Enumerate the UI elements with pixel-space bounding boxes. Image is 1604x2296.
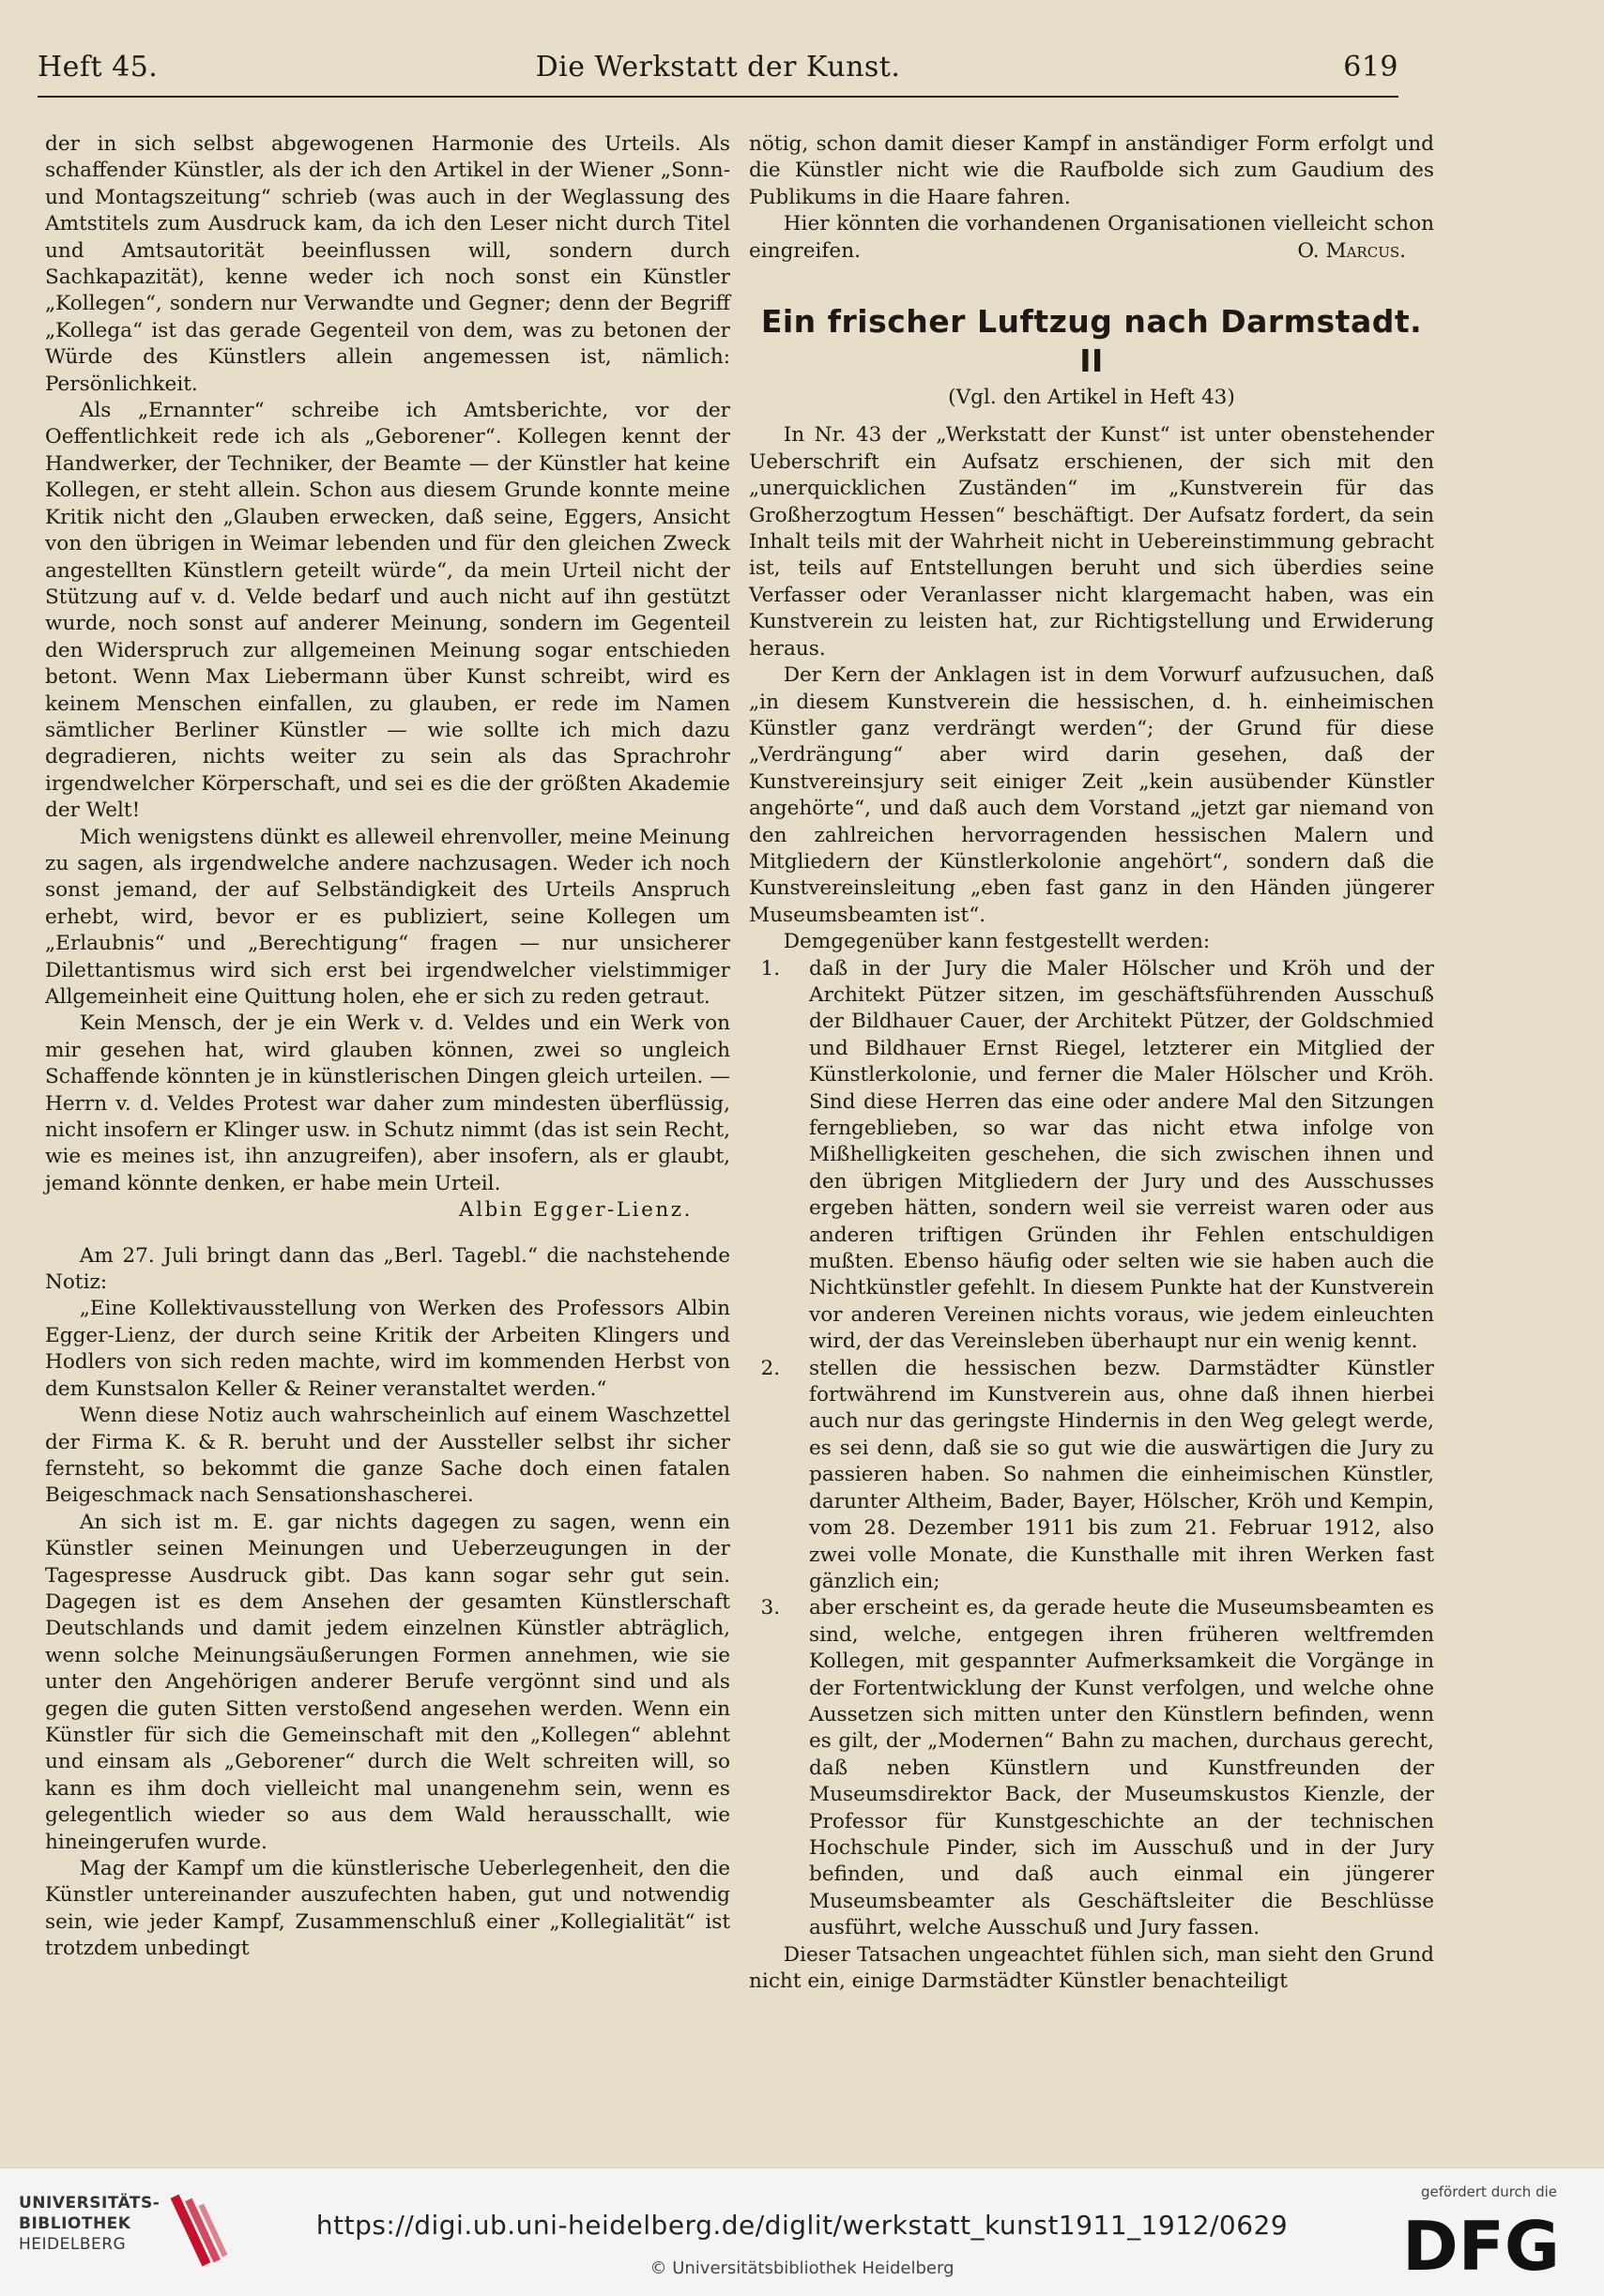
dfg-logo-icon (1401, 2208, 1561, 2279)
author-signature: O. Marcus. (1297, 238, 1406, 263)
permalink-url[interactable]: https://digi.ub.uni-heidelberg.de/diglit/werkstatt_kunst1911_1912/0629 (315, 2210, 1289, 2241)
signature: Albin Egger-Lienz. (459, 1198, 693, 1223)
running-header (38, 51, 1398, 92)
paragraph: Als „Ernannter“ schreibe ich Amtsberichte, vor der Oeffentlichkeit rede ich als „Geborener“. Kollegen kennt der Handwerker, der Techniker, der Beamte — der Künstler hat keine Kollegen, er steht allein. Schon aus diesem Grunde konnte meine Kritik nicht den „Glauben erwecken, daß seine, Eggers, Ansicht von den übrigen in Weimar lebenden und für den gleichen Zweck angestellten Künstlern geteilt würde“, da mein Urteil nicht der Stützung auf v. d. Velde bedarf und auch nicht auf ihn gestützt wurde, noch sonst auf anderer Meinung, sondern im Gegenteil den Widerspruch zur allgemeinen Meinung sogar entschieden betont. Wenn Max Liebermann über Kunst schreibt, wird es keinem Menschen einfallen, zu glauben, er rede im Namen sämtlicher Berliner Künstler — wie sollte ich mich dazu degradieren, nichts weiter zu sein als das Sprachrohr irgendwelcher Körperschaft, und sei es die der größten Akademie der Welt! (45, 399, 730, 823)
paragraph: Mich wenigstens dünkt es alleweil ehrenvoller, meine Meinung zu sagen, als irgendwelche andere nachzusagen. Weder ich noch sonst jemand, der auf Selbständigkeit des Urteils Anspruch erhebt, wird, bevor er es publiziert, seine Kollegen um „Erlaubnis“ und „Berechtigung“ fragen — nur unsicherer Dilettantismus wird sich erst bei irgendwelcher vielstimmiger Allgemeinheit eine Quittung holen, ehe er sich zu reden getraut. (45, 825, 730, 1009)
left-column (45, 131, 730, 1963)
paragraph: Wenn diese Notiz auch wahrscheinlich auf einem Waschzettel der Firma K. & R. beruht und der Aussteller selbst ihr sicher fernsteht, so bekommt die ganze Sache doch einen fatalen Beigeschmack nach Sensationshascherei. (45, 1404, 730, 1508)
svg-text:DFG: DFG (1401, 2208, 1561, 2279)
paragraph: Mag der Kampf um die künstlerische Ueberlegenheit, den die Künstler untereinander auszufechten haben, gut und notwendig sein, wie jeder Kampf, Zusammenschluß einer „Kollegialität“ ist trotzdem unbedingt (45, 1857, 730, 1961)
paragraph: Hier könnten die vorhandenen Organisationen vielleicht schon eingreifen. O. Marcus. (749, 211, 1434, 265)
viewer-footer (0, 2167, 1604, 2296)
article-subtitle: (Vgl. den Artikel in Heft 43) (948, 386, 1235, 410)
header-rule (38, 96, 1398, 98)
paragraph: In Nr. 43 der „Werkstatt der Kunst“ ist unter obenstehender Ueberschrift ein Aufsatz erschienen, der sich mit den „unerquicklichen Zuständen“ im „Kunstverein für das Großherzogtum Hessen“ beschäftigt. Der Aufsatz fordert, da sein Inhalt teils mit der Wahrheit nicht in Uebereinstimmung gebracht ist, teils auf Entstellungen beruht und sich überdies seine Verfasser oder Veranlasser nicht klargemacht haben, was ein Kunstverein zu leisten hat, zur Richtigstellung und Erwiderung heraus. (749, 423, 1434, 661)
quotation: „Eine Kollektivausstellung von Werken des Professors Albin Egger-Lienz, der durch seine Kritik der Arbeiten Klingers und Hodlers von sich reden machte, wird im kommenden Herbst von dem Kunstsalon Keller & Reiner veranstaltet werden.“ (45, 1297, 730, 1401)
article-title: Ein frischer Luftzug nach Darmstadt. II (760, 303, 1423, 380)
paragraph: nötig, schon damit dieser Kampf in anständiger Form erfolgt und die Künstler nicht wie die Raufbolde sich zum Gaudium des Publikums in die Haare fahren. (749, 132, 1434, 209)
list-item: 1. daß in der Jury die Maler Hölscher und Kröh und der Architekt Pützer sitzen, im geschäftsführenden Ausschuß der Bildhauer Cauer, der Architekt Pützer, der Goldschmied und Bildhauer Ernst Riegel, letzterer ein Mitglied der Künstlerkolonie, und ferner die Maler Hölscher und Kröh. Sind diese Herren das eine oder andere Mal den Sitzungen ferngeblieben, so war das nicht etwa infolge von Mißhelligkeiten geschehen, die sich zwischen ihnen und den übrigen Mitgliedern der Jury und des Ausschusses ergeben hätten, sondern weil sie verreist waren oder aus anderen triftigen Gründen ihr Fehlen entschuldigen mußten. Ebenso häufig oder selten wie sie haben auch die Nichtkünstler gefehlt. In diesem Punkte hat der Kunstverein vor anderen Vereinen nichts voraus, wie jedem einleuchten wird, der das Vereinsleben überhaupt nur ein wenig kennt. (787, 956, 1434, 1356)
list-item: 3. aber erscheint es, da gerade heute die Museumsbeamten es sind, welche, entgegen ihren früheren weltfremden Kollegen, mit gespannter Aufmerksamkeit die Vorgänge in der Fortentwicklung der Kunst verfolgen, und welche ohne Aussetzen sich mitten unter den Künstlern befinden, wenn es gilt, der „Modernen“ Bahn zu machen, durchaus gerecht, daß neben Künstlern und Kunstfreunden der Museumsdirektor Back, der Museumskustos Kienzle, der Professor für Kunstgeschichte an der technischen Hochschule Pinder, sich im Ausschuß und in der Jury befinden, und daß auch einmal ein jüngerer Museumsbeamter als Geschäftsleiter die Beschlüsse ausführt, welche Ausschuß und Jury fassen. (787, 1595, 1434, 1941)
paragraph: Kein Mensch, der je ein Werk v. d. Veldes und ein Werk von mir gesehen hat, wird glauben können, zwei so ungleich Schaffende könnten je in künstlerischen Dingen gleich urteilen. — Herrn v. d. Veldes Protest war daher zum mindesten überflüssig, nicht insofern er Klinger usw. in Schutz nimmt (das ist sein Recht, wie es meines ist, ihn anzugreifen), aber insofern, als er glaubt, jemand könnte denken, er habe mein Urteil. (45, 1011, 730, 1195)
paragraph: der in sich selbst abgewogenen Harmonie des Urteils. Als schaffender Künstler, als der ich den Artikel in der Wiener „Sonn- und Montagszeitung“ schrieb (was auch in der Weglassung des Amtstitels zum Ausdruck kam, da ich den Leser nicht durch Titel und Amtsautorität beeinflussen will, sondern durch Sachkapazität), kenne weder ich noch sonst ein Künstler „Kollegen“, sondern nur Verwandte und Gegner; denn der Begriff „Kollega“ ist das gerade Gegenteil von dem, was zu betonen der Würde des Künstlers allein angemessen ist, nämlich: Persönlichkeit. (45, 132, 730, 396)
library-name: UNIVERSITÄTS- BIBLIOTHEK HEIDELBERG (19, 2194, 160, 2254)
dfg-funding-note: gefördert durch die (1421, 2183, 1557, 2200)
paragraph: Der Kern der Anklagen ist in dem Vorwurf aufzusuchen, daß „in diesem Kunstverein die hessischen, d. h. einheimischen Künstler ganz verdrängt werden“; der Grund für diese „Verdrängung“ aber wird darin gesehen, daß der Kunstvereinsjury seit einiger Zeit „kein ausübender Künstler angehörte“, und daß auch dem Vorstand „jetzt gar niemand von den zahlreichen hervorragenden hessischen Malern und Mitgliedern der Künstlerkolonie angehört“, sondern daß die Kunstvereinsleitung „eben fast ganz in den Händen jüngerer Museumsbeamten ist“. (749, 663, 1434, 927)
numbered-list (749, 956, 1434, 1942)
paragraph: Am 27. Juli bringt dann das „Berl. Tagebl.“ die nachstehende Notiz: (45, 1243, 730, 1295)
list-item: 2. stellen die hessischen bezw. Darmstädter Künstler fortwährend im Kunstverein aus, ohne daß ihnen hierbei auch nur das geringste Hindernis in den Weg gelegt werde, es sei denn, daß sie so gut wie die auswärtigen die Jury zu passieren haben. So nahmen die einheimischen Künstler, darunter Altheim, Bader, Bayer, Hölscher, Kröh und Kempin, vom 28. Dezember 1911 bis zum 21. Februar 1912, also zwei volle Monate, die Kunsthalle mit ihren Werken fast gänzlich ein; (787, 1356, 1434, 1596)
paragraph: An sich ist m. E. gar nichts dagegen zu sagen, wenn ein Künstler seinen Meinungen und Ueberzeugungen in der Tagespresse Ausdruck gibt. Das kann sogar sehr gut sein. Dagegen ist es dem Ansehen der gesamten Künstlerschaft Deutschlands und damit jedem einzelnen Künstler abträglich, wenn solche Meinungsäußerungen Formen annehmen, wie sie unter den Angehörigen anderer Berufe vergönnt sind und als gegen die guten Sitten verstoßend angesehen werden. Wenn ein Künstler für sich die Gemeinschaft mit den „Kollegen“ ablehnt und einsam als „Geborener“ durch die Welt schreiten will, so kann es ihm doch vielleicht mal unangenehm sein, wenn es gelegentlich wieder so aus dem Wald herausschallt, wie hineingerufen wurde. (45, 1510, 730, 1854)
copyright-notice: © Universitätsbibliothek Heidelberg (649, 2258, 955, 2278)
paragraph: Demgegenüber kann festgestellt werden: (783, 930, 1211, 954)
paragraph: Dieser Tatsachen ungeachtet fühlen sich, man sieht den Grund nicht ein, einige Darmstädter Künstler benachteiligt (749, 1942, 1434, 1993)
page-number: 619 (1343, 51, 1398, 84)
right-column (749, 131, 1434, 1995)
journal-title: Die Werkstatt der Kunst. (535, 51, 901, 84)
issue-number: Heft 45. (38, 51, 159, 84)
